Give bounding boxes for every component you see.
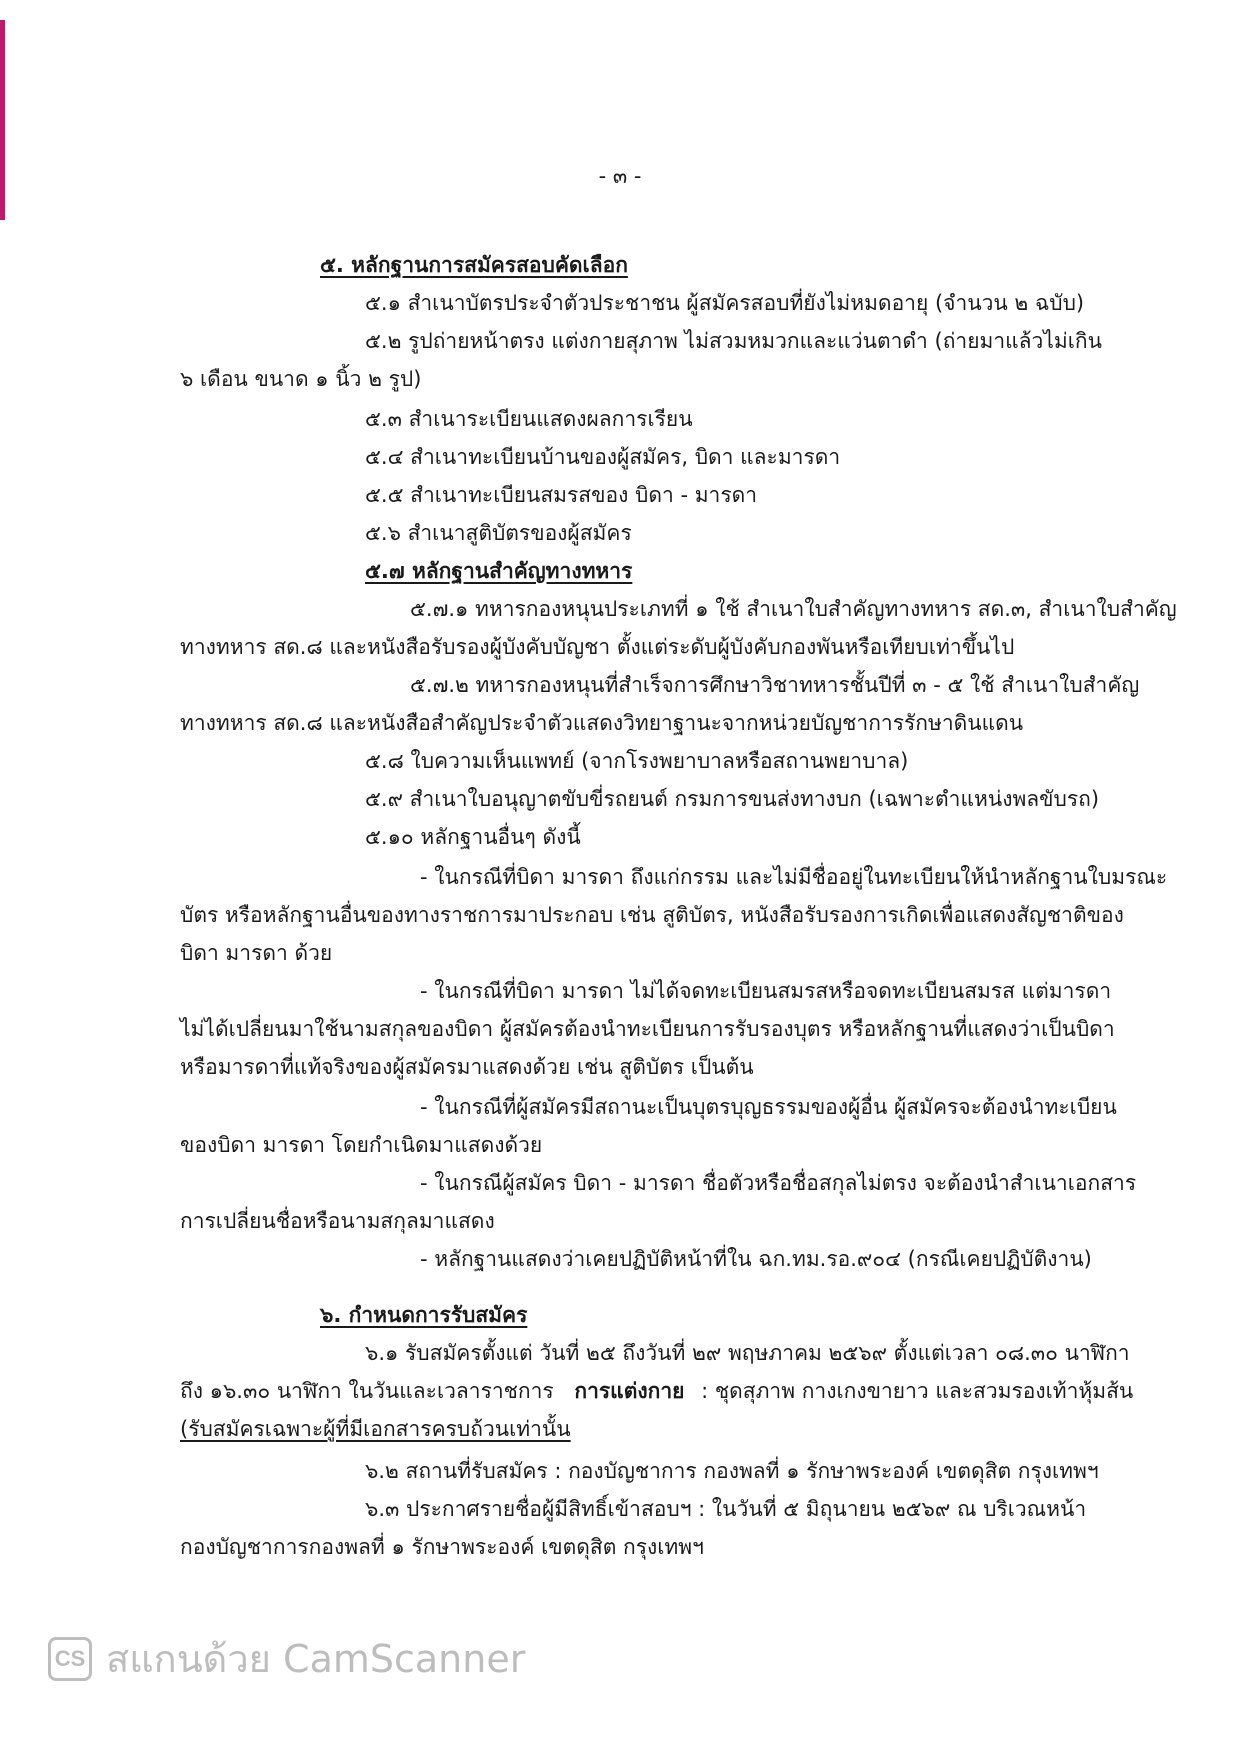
bullet-2-end: หรือมารดาที่แท้จริงของผู้สมัครมาแสดงด้วย เช่น สูติบัตร เป็นต้น <box>180 1055 754 1079</box>
item-6-1-note: (รับสมัครเฉพาะผู้ที่มีเอกสารครบถ้วนเท่านั้น <box>180 1417 571 1441</box>
item-5-1: ๕.๑ สำเนาบัตรประจำตัวประชาชน ผู้สมัครสอบที่ยังไม่หมดอายุ (จำนวน ๒ ฉบับ) <box>365 291 1085 315</box>
bullet-3-cont: ของบิดา มารดา โดยกำเนิดมาแสดงด้วย <box>180 1133 543 1157</box>
item-5-4: ๕.๔ สำเนาทะเบียนบ้านของผู้สมัคร, บิดา และมารดา <box>365 445 841 469</box>
item-5-3: ๕.๓ สำเนาระเบียนแสดงผลการเรียน <box>365 407 693 431</box>
bullet-2-cont: ไม่ได้เปลี่ยนมาใช้นามสกุลของบิดา ผู้สมัครต้องนำทะเบียนการรับรองบุตร หรือหลักฐานที่แสดงว่าเป็นบิดา <box>180 1017 1115 1041</box>
bullet-1: - ในกรณีที่บิดา มารดา ถึงแก่กรรม และไม่มีชื่ออยู่ในทะเบียนให้นำหลักฐานใบมรณะ <box>420 865 1168 889</box>
item-6-2: ๖.๒ สถานที่รับสมัคร : กองบัญชาการ กองพลที่ ๑ รักษาพระองค์ เขตดุสิต กรุงเทพฯ <box>365 1459 1099 1483</box>
bullet-2: - ในกรณีที่บิดา มารดา ไม่ได้จดทะเบียนสมรสหรือจดทะเบียนสมรส แต่มารดา <box>420 979 1112 1003</box>
bullet-4-cont: การเปลี่ยนชื่อหรือนามสกุลมาแสดง <box>180 1209 495 1233</box>
item-5-2: ๕.๒ รูปถ่ายหน้าตรง แต่งกายสุภาพ ไม่สวมหมวกและแว่นตาดำ (ถ่ายมาแล้วไม่เกิน <box>365 329 1102 353</box>
item-5-7-2-cont: ทางทหาร สด.๘ และหนังสือสำคัญประจำตัวแสดงวิทยาฐานะจากหน่วยบัญชาการรักษาดินแดน <box>180 711 1024 735</box>
item-5-9: ๕.๙ สำเนาใบอนุญาตขับขี่รถยนต์ กรมการขนส่งทางบก (เฉพาะตำแหน่งพลขับรถ) <box>365 787 1100 811</box>
camscanner-logo-icon: CS <box>48 1637 92 1681</box>
page-number: - ๓ - <box>598 164 642 188</box>
item-5-7: ๕.๗ หลักฐานสำคัญทางทหาร <box>365 559 633 583</box>
item-5-7-2: ๕.๗.๒ ทหารกองหนุนที่สำเร็จการศึกษาวิชาทหารชั้นปีที่ ๓ - ๕ ใช้ สำเนาใบสำคัญ <box>410 673 1140 697</box>
dress-code-text: : ชุดสุภาพ กางเกงขายาว และสวมรองเท้าหุ้มส้น <box>701 1379 1134 1403</box>
bullet-5: - หลักฐานแสดงว่าเคยปฏิบัติหน้าที่ใน ฉก.ทม.รอ.๙๐๔ (กรณีเคยปฏิบัติงาน) <box>420 1247 1092 1271</box>
item-6-1-hours: ถึง ๑๖.๓๐ นาฬิกา ในวันและเวลาราชการ <box>180 1379 554 1403</box>
item-5-5: ๕.๕ สำเนาทะเบียนสมรสของ บิดา - มารดา <box>365 483 758 507</box>
bullet-1-cont: บัตร หรือหลักฐานอื่นของทางราชการมาประกอบ เช่น สูติบัตร, หนังสือรับรองการเกิดเพื่อแสดงสัญชาติของ <box>180 903 1124 927</box>
item-5-7-1: ๕.๗.๑ ทหารกองหนุนประเภทที่ ๑ ใช้ สำเนาใบสำคัญทางทหาร สด.๓, สำเนาใบสำคัญ <box>410 597 1177 621</box>
item-6-3: ๖.๓ ประกาศรายชื่อผู้มีสิทธิ์เข้าสอบฯ : ในวันที่ ๕ มิถุนายน ๒๕๖๙ ณ บริเวณหน้า <box>365 1497 1087 1521</box>
bullet-3: - ในกรณีที่ผู้สมัครมีสถานะเป็นบุตรบุญธรรมของผู้อื่น ผู้สมัครจะต้องนำทะเบียน <box>420 1095 1117 1119</box>
item-5-8: ๕.๘ ใบความเห็นแพทย์ (จากโรงพยาบาลหรือสถานพยาบาล) <box>365 749 909 773</box>
camscanner-watermark <box>48 1628 525 1689</box>
item-6-3-cont: กองบัญชาการกองพลที่ ๑ รักษาพระองค์ เขตดุสิต กรุงเทพฯ <box>180 1535 704 1559</box>
item-5-7-1-cont: ทางทหาร สด.๘ และหนังสือรับรองผู้บังคับบัญชา ตั้งแต่ระดับผู้บังคับกองพันหรือเทียบเท่าขึ้นไป <box>180 635 1015 659</box>
section-6-title: ๖. กำหนดการรับสมัคร <box>320 1303 528 1327</box>
item-6-1: ๖.๑ รับสมัครตั้งแต่ วันที่ ๒๕ ถึงวันที่ ๒๙ พฤษภาคม ๒๕๖๙ ตั้งแต่เวลา ๐๘.๓๐ นาฬิกา <box>365 1341 1130 1365</box>
item-5-2-cont: ๖ เดือน ขนาด ๑ นิ้ว ๒ รูป) <box>180 367 422 391</box>
bullet-1-end: บิดา มารดา ด้วย <box>180 941 333 965</box>
item-5-10: ๕.๑๐ หลักฐานอื่นๆ ดังนี้ <box>365 825 581 849</box>
item-5-6: ๕.๖ สำเนาสูติบัตรของผู้สมัคร <box>365 521 632 545</box>
bullet-4: - ในกรณีผู้สมัคร บิดา - มารดา ชื่อตัวหรือชื่อสกุลไม่ตรง จะต้องนำสำเนาเอกสาร <box>420 1171 1137 1195</box>
section-5-title: ๕. หลักฐานการสมัครสอบคัดเลือก <box>320 253 628 277</box>
item-6-1-cont <box>180 1376 1133 1406</box>
dress-code-label: การแต่งกาย <box>574 1379 685 1403</box>
camscanner-text: สแกนด้วย CamScanner <box>106 1637 526 1681</box>
